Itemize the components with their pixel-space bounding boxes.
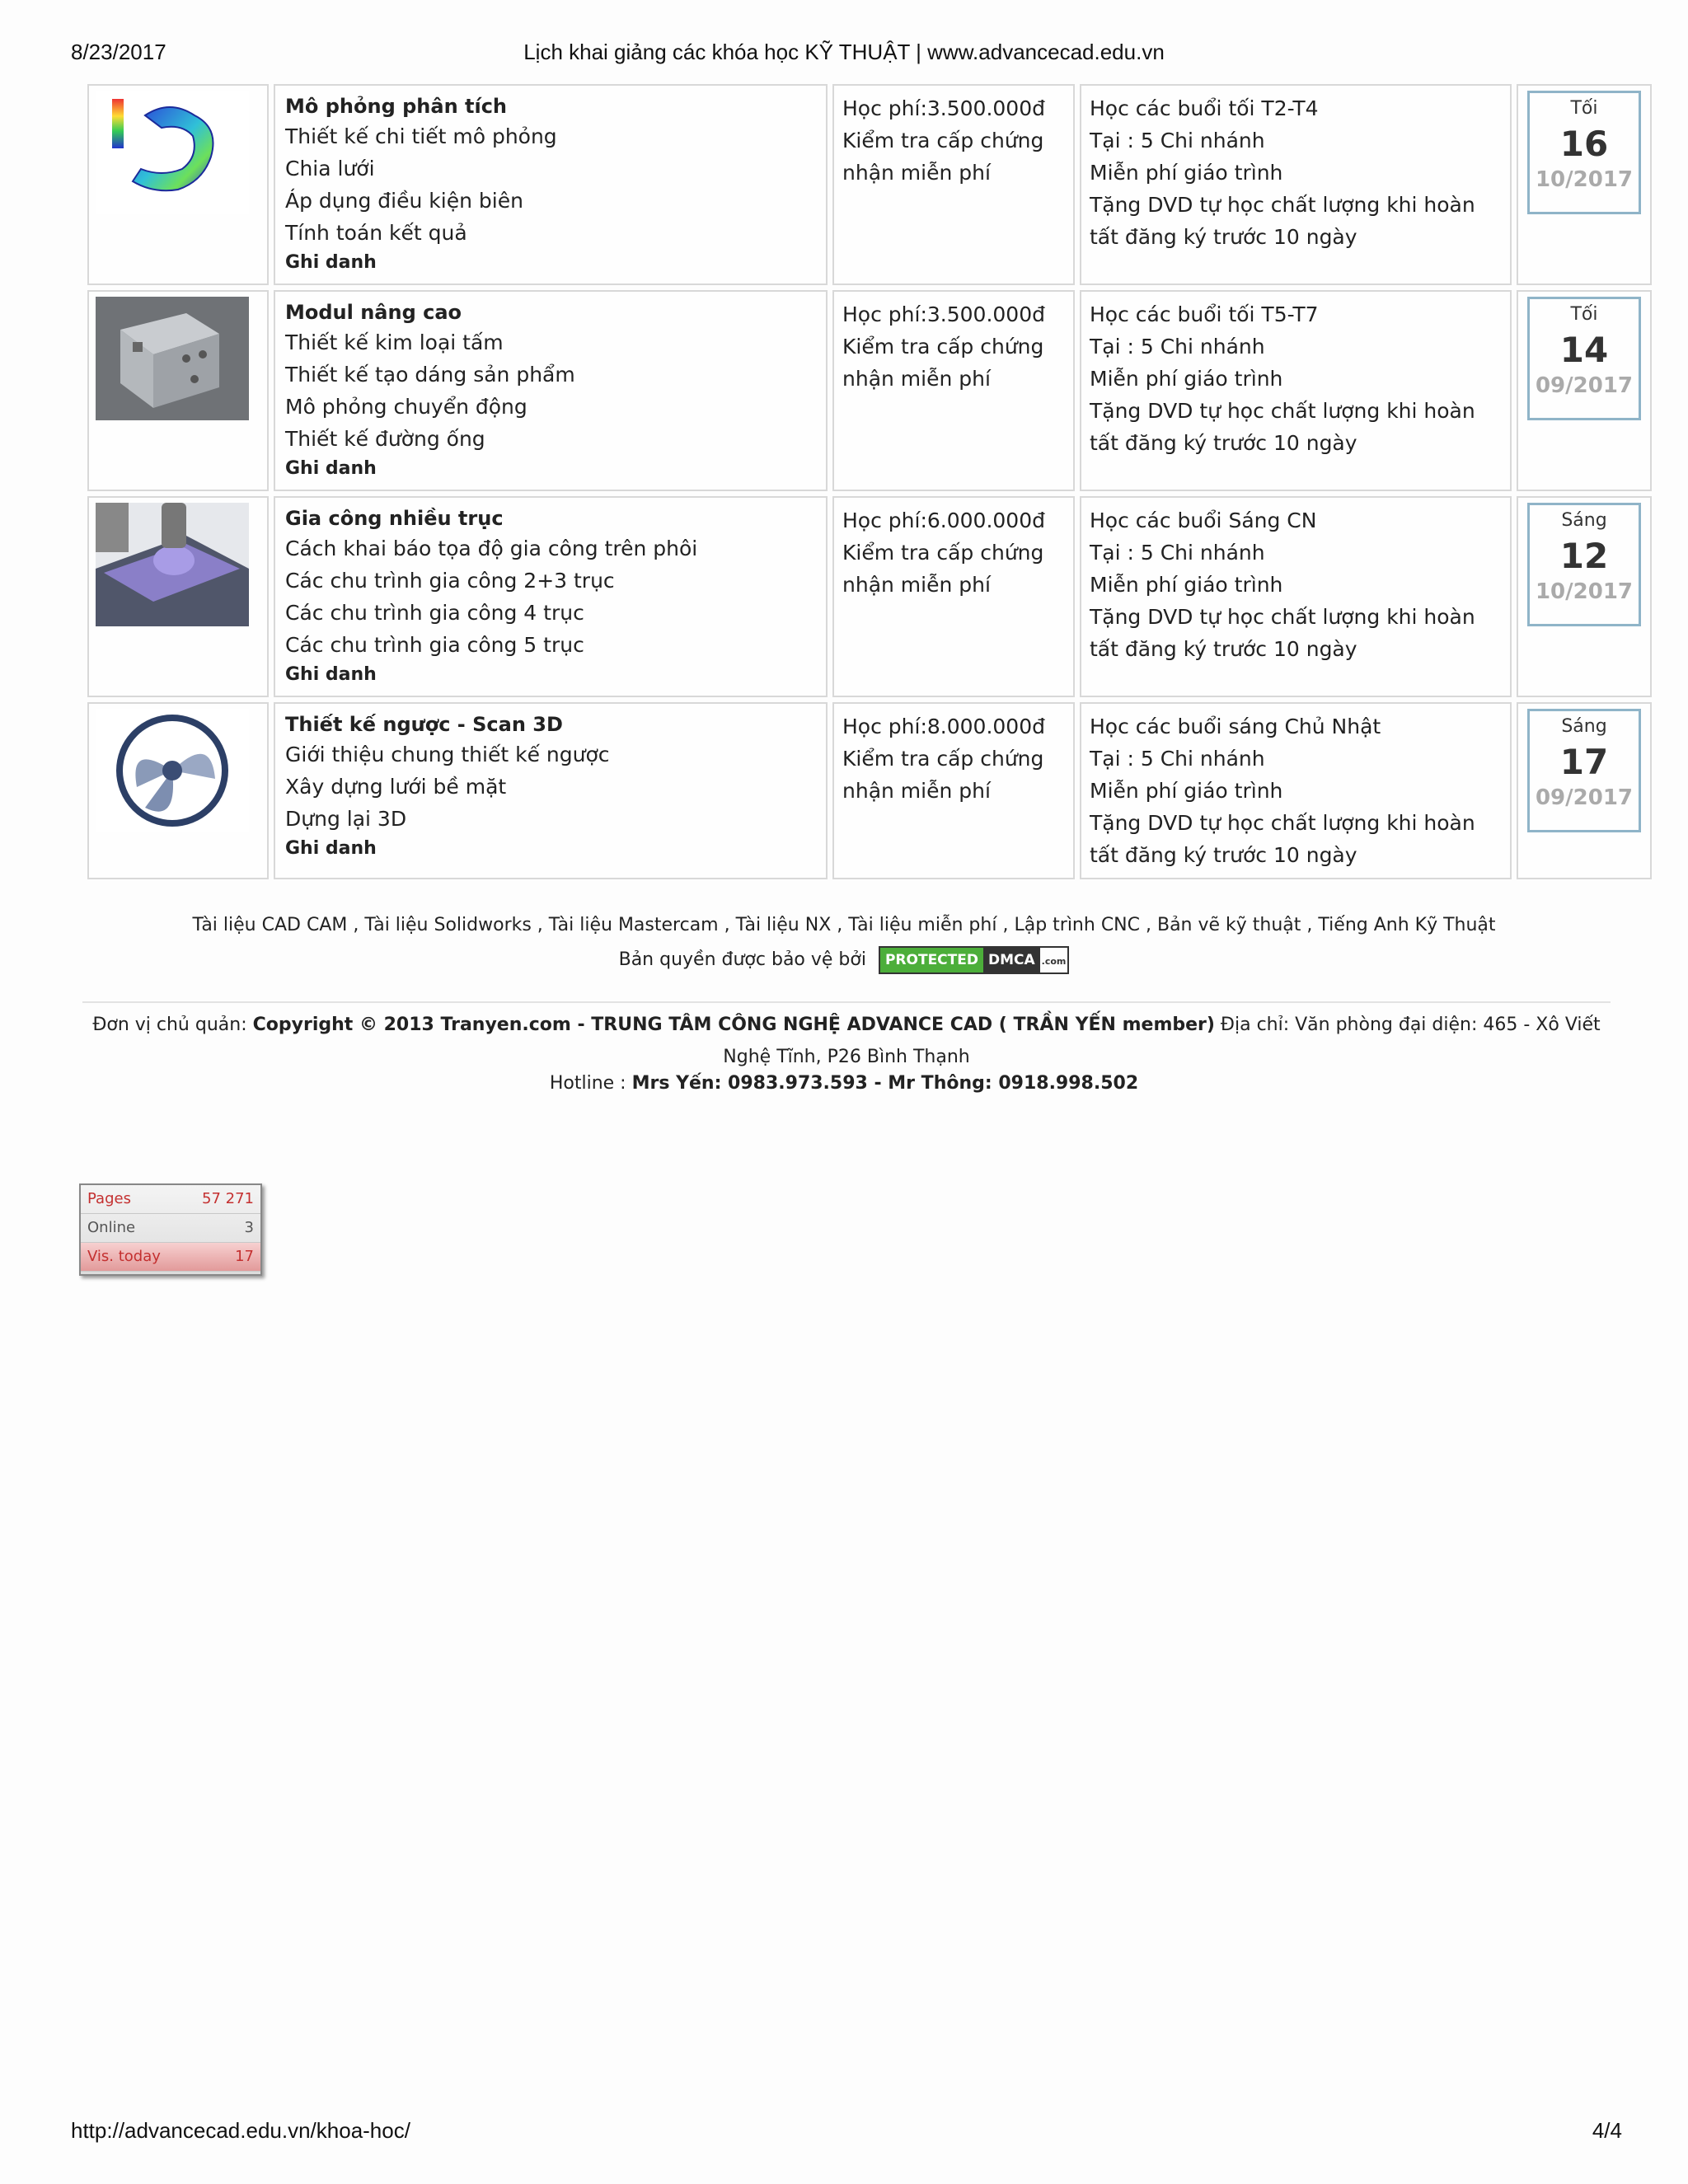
- course-gift: Tặng DVD tự học chất lượng khi hoàn tất đăng ký trước 10 ngày: [1090, 811, 1475, 867]
- course-location: Tại : 5 Chi nhánh: [1090, 335, 1265, 359]
- course-topic: Mô phỏng chuyển động: [285, 395, 528, 419]
- footer-divider: [82, 1001, 1611, 1003]
- link-separator: ,: [531, 915, 549, 935]
- course-topic: Thiết kế chi tiết mô phỏng: [285, 124, 557, 148]
- course-topic: Áp dụng điều kiện biên: [285, 189, 523, 213]
- course-row: [87, 290, 1652, 491]
- start-month: 10/2017: [1535, 579, 1634, 604]
- course-material: Miễn phí giáo trình: [1090, 573, 1283, 597]
- counter-row-visits: [81, 1243, 260, 1272]
- start-date-badge: [1527, 91, 1641, 214]
- start-month: 10/2017: [1535, 167, 1634, 192]
- copyright-prefix: Đơn vị chủ quản:: [92, 1015, 253, 1035]
- footer-link[interactable]: Lập trình CNC: [1014, 915, 1140, 935]
- course-schedule-cell: [1080, 84, 1512, 285]
- course-title[interactable]: Thiết kế ngược - Scan 3D: [285, 713, 563, 736]
- course-certificate: Kiểm tra cấp chứng nhận miễn phí: [842, 335, 1044, 391]
- simulation-thumbnail-icon[interactable]: [96, 91, 249, 214]
- visitor-counter-widget[interactable]: [79, 1183, 262, 1276]
- course-fee-cell: [832, 702, 1075, 879]
- course-schedule-cell: [1080, 290, 1512, 491]
- course-fee-cell: [832, 496, 1075, 697]
- copyright-address: Địa chỉ: Văn phòng đại diện: 465 - Xô Viết Nghệ Tĩnh, P26 Bình Thạnh: [723, 1015, 1601, 1067]
- footer-link[interactable]: Tài liệu miễn phí: [848, 915, 997, 935]
- course-description-cell: [274, 702, 828, 879]
- course-topic: Thiết kế đường ống: [285, 427, 485, 451]
- course-material: Miễn phí giáo trình: [1090, 367, 1283, 391]
- counter-row-pages: [81, 1185, 260, 1214]
- print-page-title: Lịch khai giảng các khóa học KỸ THUẬT | www.advancecad.edu.vn: [523, 40, 1165, 64]
- print-date: 8/23/2017: [71, 40, 166, 64]
- course-schedule-table: [82, 79, 1657, 884]
- course-topic: Dựng lại 3D: [285, 807, 407, 831]
- course-fee-cell: [832, 290, 1075, 491]
- link-separator: ,: [718, 915, 736, 935]
- course-schedule-cell: [1080, 702, 1512, 879]
- protected-label: Bản quyền được bảo vệ bởi: [618, 949, 866, 970]
- course-date-cell: [1517, 84, 1652, 285]
- link-separator: ,: [1301, 915, 1319, 935]
- counter-row-online: [81, 1214, 260, 1243]
- start-day: 16: [1559, 124, 1609, 164]
- scan-3d-fan-thumbnail-icon[interactable]: [96, 709, 249, 832]
- course-description-cell: [274, 84, 828, 285]
- start-day: 14: [1559, 330, 1609, 370]
- course-topic: Các chu trình gia công 2+3 trục: [285, 569, 615, 593]
- course-schedule: Học các buổi tối T2-T4: [1090, 96, 1319, 120]
- counter-online-value: 3: [244, 1219, 254, 1236]
- course-fee: Học phí:3.500.000đ: [842, 302, 1045, 326]
- footer-link[interactable]: Tài liệu Mastercam: [548, 915, 719, 935]
- course-topic: Cách khai báo tọa độ gia công trên phôi: [285, 537, 698, 560]
- start-day: 12: [1559, 536, 1609, 576]
- course-gift: Tặng DVD tự học chất lượng khi hoàn tất đăng ký trước 10 ngày: [1090, 399, 1475, 455]
- start-day: 17: [1559, 742, 1609, 782]
- link-separator: ,: [347, 915, 365, 935]
- course-row: [87, 84, 1652, 285]
- course-topic: Chia lưới: [285, 157, 375, 180]
- start-session: Sáng: [1561, 716, 1607, 737]
- hotline-label: Hotline :: [549, 1073, 632, 1094]
- start-month: 09/2017: [1535, 785, 1634, 810]
- dmca-label: DMCA: [983, 948, 1040, 972]
- course-date-cell: [1517, 496, 1652, 697]
- copyright-notice: [79, 1009, 1614, 1073]
- dmca-badge[interactable]: [879, 946, 1069, 974]
- footer-link[interactable]: Tài liệu NX: [735, 915, 832, 935]
- course-topic: Tính toán kết quả: [285, 221, 467, 245]
- course-description-cell: [274, 290, 828, 491]
- counter-pages-label: Pages: [87, 1190, 131, 1207]
- footer-link[interactable]: Tài liệu Solidworks: [364, 915, 532, 935]
- course-thumbnail-cell: [87, 84, 269, 285]
- counter-visits-value: 17: [235, 1248, 254, 1265]
- course-date-cell: [1517, 290, 1652, 491]
- course-thumbnail-cell: [87, 496, 269, 697]
- counter-visits-label: Vis. today: [87, 1248, 161, 1265]
- course-schedule: Học các buổi sáng Chủ Nhật: [1090, 715, 1381, 738]
- copyright-protection: [0, 946, 1688, 974]
- start-date-badge: [1527, 709, 1641, 832]
- course-title[interactable]: Modul nâng cao: [285, 301, 462, 324]
- link-separator: ,: [831, 915, 849, 935]
- course-topic: Thiết kế kim loại tấm: [285, 330, 504, 354]
- course-topic: Các chu trình gia công 5 trục: [285, 633, 584, 657]
- start-date-badge: [1527, 297, 1641, 420]
- course-topic: Các chu trình gia công 4 trục: [285, 601, 584, 625]
- print-url: http://advancecad.edu.vn/khoa-hoc/: [71, 2118, 410, 2143]
- course-title[interactable]: Gia công nhiều trục: [285, 507, 504, 530]
- course-topic: Xây dựng lưới bề mặt: [285, 775, 507, 799]
- sheet-metal-thumbnail-icon[interactable]: [96, 297, 249, 420]
- footer-link[interactable]: Bản vẽ kỹ thuật: [1156, 915, 1301, 935]
- course-location: Tại : 5 Chi nhánh: [1090, 541, 1265, 565]
- course-location: Tại : 5 Chi nhánh: [1090, 129, 1265, 152]
- course-topic: Thiết kế tạo dáng sản phẩm: [285, 363, 575, 387]
- course-material: Miễn phí giáo trình: [1090, 779, 1283, 803]
- course-certificate: Kiểm tra cấp chứng nhận miễn phí: [842, 129, 1044, 185]
- enroll-link[interactable]: Ghi danh: [285, 252, 377, 273]
- hotline: [0, 1073, 1688, 1094]
- course-row: [87, 496, 1652, 697]
- print-header: [0, 40, 1688, 73]
- hotline-numbers: Mrs Yến: 0983.973.593 - Mr Thông: 0918.998.502: [631, 1073, 1139, 1094]
- course-fee: Học phí:8.000.000đ: [842, 715, 1045, 738]
- course-fee: Học phí:6.000.000đ: [842, 509, 1045, 532]
- course-description-cell: [274, 496, 828, 697]
- course-thumbnail-cell: [87, 702, 269, 879]
- course-location: Tại : 5 Chi nhánh: [1090, 747, 1265, 771]
- course-schedule: Học các buổi tối T5-T7: [1090, 302, 1319, 326]
- enroll-link[interactable]: Ghi danh: [285, 664, 377, 685]
- link-separator: ,: [1140, 915, 1157, 935]
- course-schedule-cell: [1080, 496, 1512, 697]
- print-page-number: 4/4: [1592, 2118, 1622, 2143]
- course-date-cell: [1517, 702, 1652, 879]
- link-separator: ,: [996, 915, 1015, 935]
- multi-axis-machining-thumbnail-icon[interactable]: [96, 503, 249, 626]
- course-title[interactable]: Mô phỏng phân tích: [285, 95, 508, 118]
- start-date-badge: [1527, 503, 1641, 626]
- start-session: Tối: [1570, 98, 1598, 119]
- course-certificate: Kiểm tra cấp chứng nhận miễn phí: [842, 747, 1044, 803]
- course-schedule: Học các buổi Sáng CN: [1090, 509, 1317, 532]
- dmca-com-label: .com: [1041, 956, 1067, 967]
- enroll-link[interactable]: Ghi danh: [285, 458, 377, 479]
- footer-links: [0, 915, 1688, 935]
- course-fee: Học phí:3.500.000đ: [842, 96, 1045, 120]
- course-row: [87, 702, 1652, 879]
- start-session: Sáng: [1561, 510, 1607, 531]
- footer-link[interactable]: Tài liệu CAD CAM: [192, 915, 348, 935]
- course-material: Miễn phí giáo trình: [1090, 161, 1283, 185]
- counter-pages-value: 57 271: [202, 1190, 254, 1207]
- course-fee-cell: [832, 84, 1075, 285]
- course-certificate: Kiểm tra cấp chứng nhận miễn phí: [842, 541, 1044, 597]
- dmca-protected-label: PROTECTED: [880, 948, 983, 972]
- course-thumbnail-cell: [87, 290, 269, 491]
- start-session: Tối: [1570, 304, 1598, 325]
- footer-link[interactable]: Tiếng Anh Kỹ Thuật: [1318, 915, 1496, 935]
- copyright-owner: Copyright © 2013 Tranyen.com - TRUNG TÂM CÔNG NGHỆ ADVANCE CAD ( TRẦN YẾN member): [252, 1015, 1215, 1035]
- course-gift: Tặng DVD tự học chất lượng khi hoàn tất đăng ký trước 10 ngày: [1090, 605, 1475, 661]
- course-topic: Giới thiệu chung thiết kế ngược: [285, 743, 610, 766]
- start-month: 09/2017: [1535, 373, 1634, 398]
- enroll-link[interactable]: Ghi danh: [285, 838, 377, 859]
- course-gift: Tặng DVD tự học chất lượng khi hoàn tất đăng ký trước 10 ngày: [1090, 193, 1475, 249]
- counter-online-label: Online: [87, 1219, 136, 1236]
